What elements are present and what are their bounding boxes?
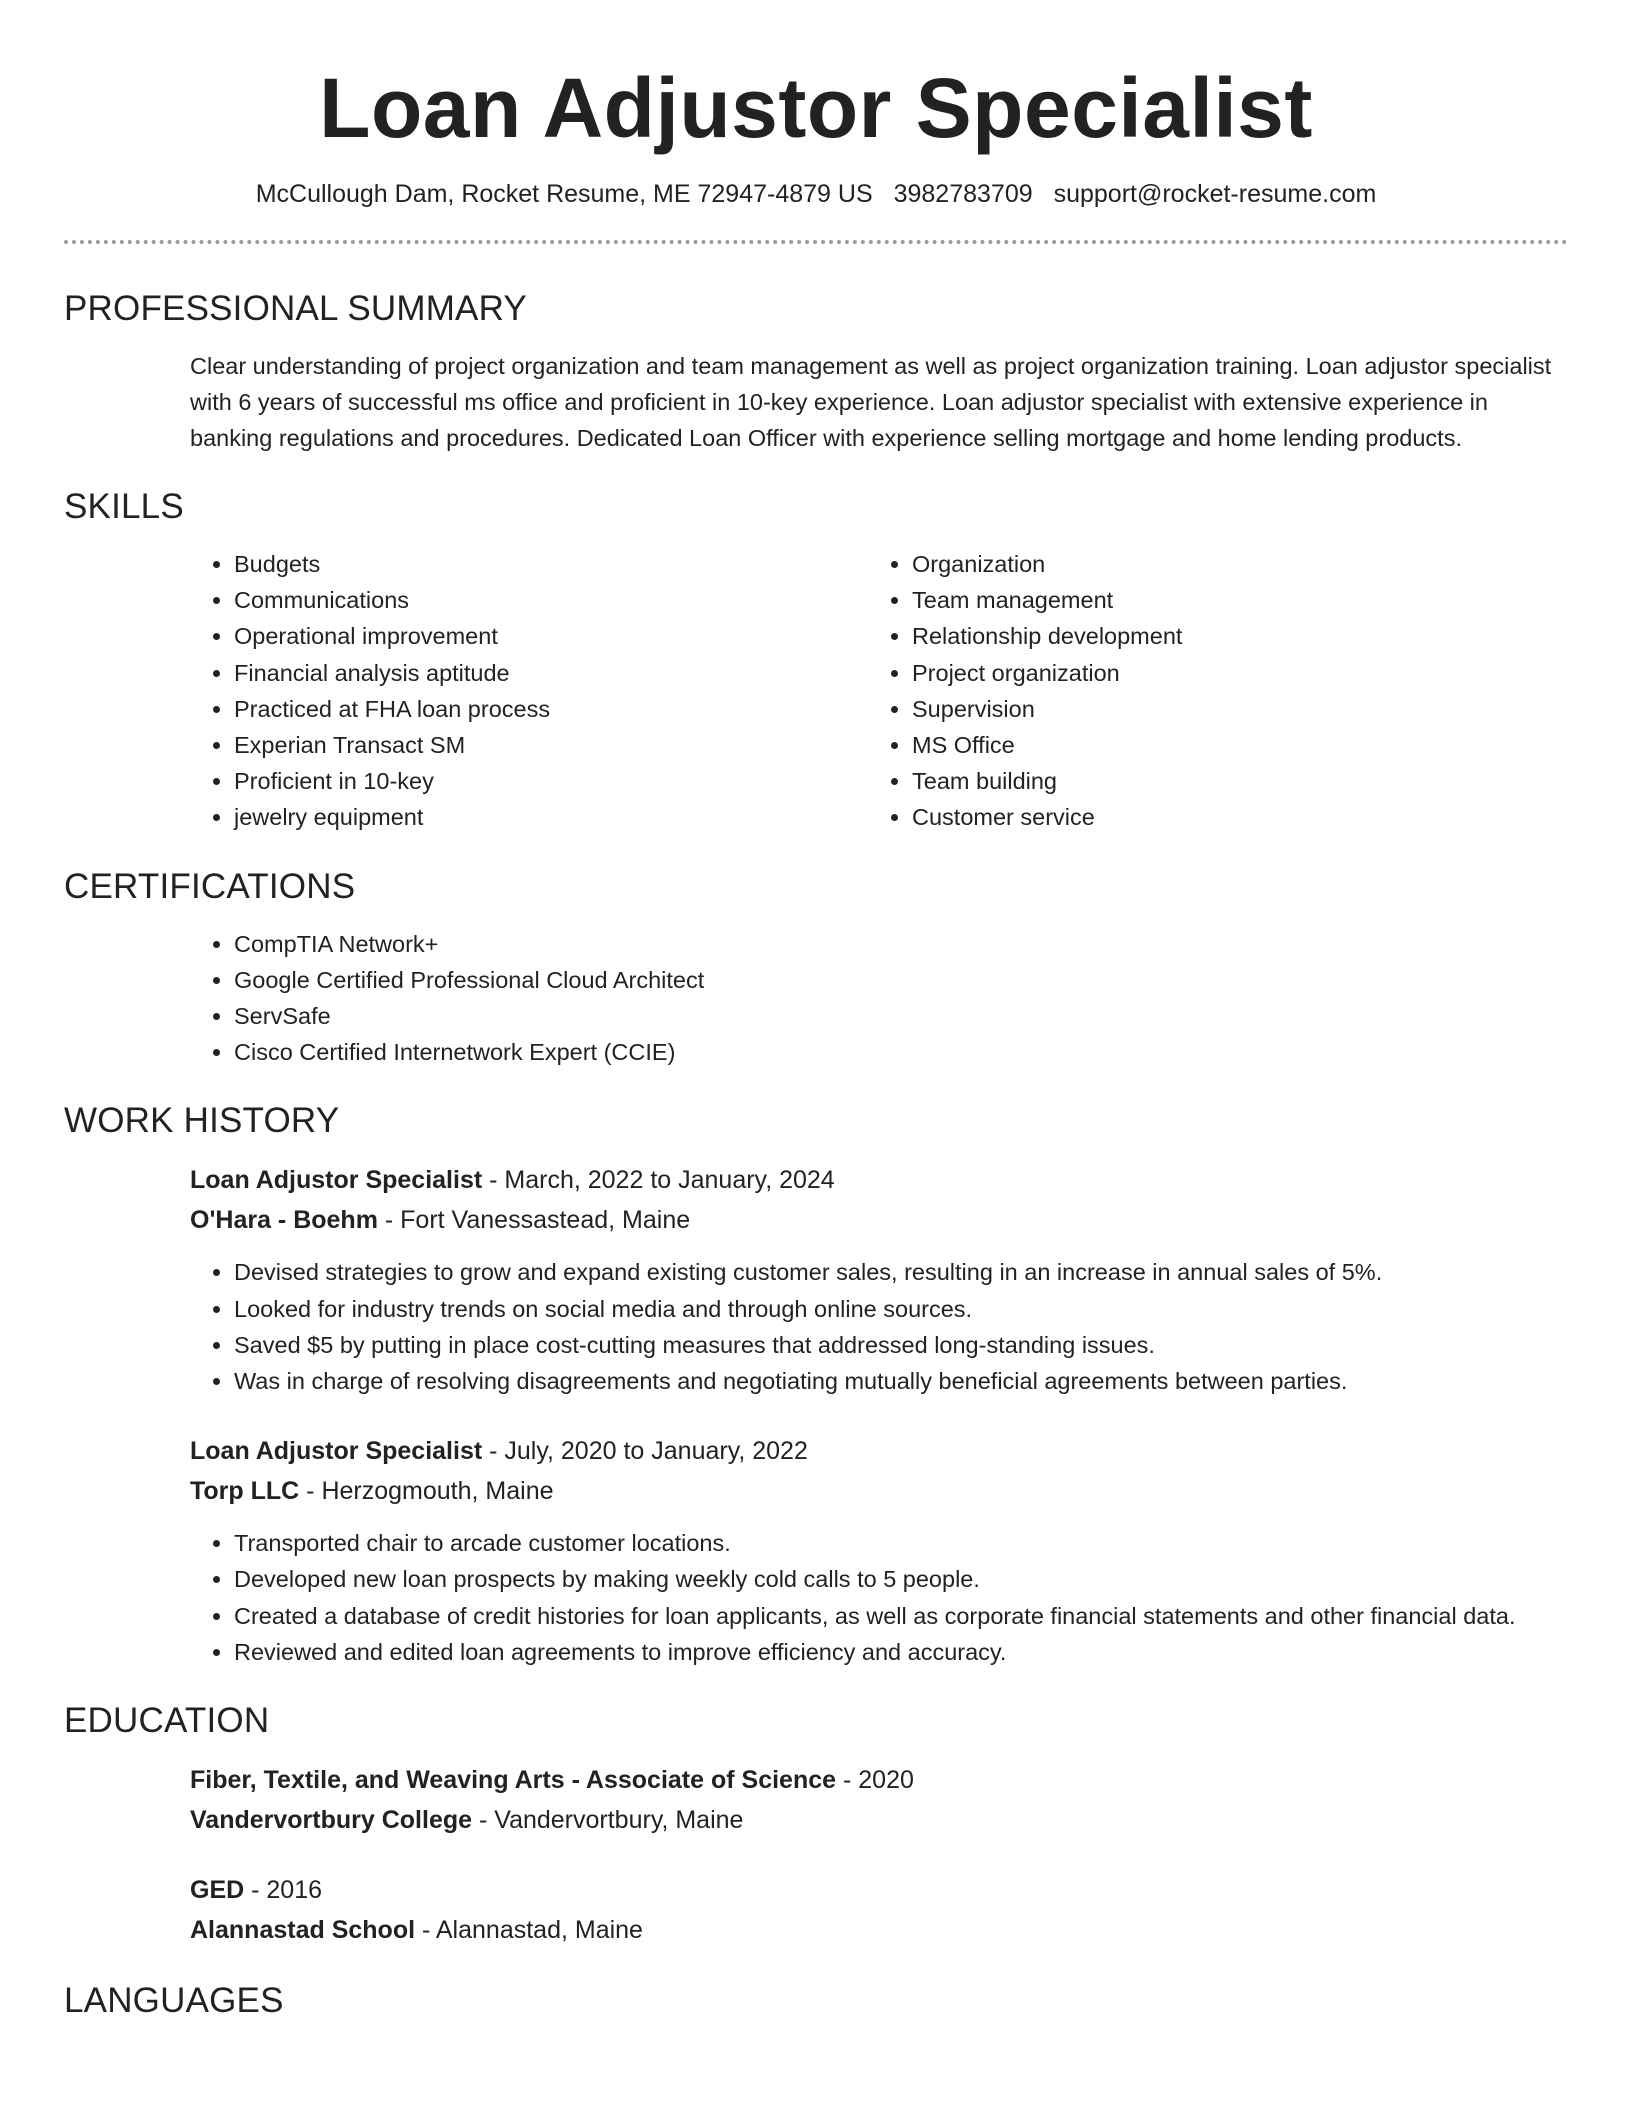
job-title-line <box>190 1160 1568 1200</box>
school-location: - Alannastad, Maine <box>415 1916 643 1945</box>
degree: Fiber, Textile, and Weaving Arts - Associate of Science <box>190 1766 837 1795</box>
job-entry <box>190 1431 1568 1670</box>
certifications-title: CERTIFICATIONS <box>64 866 356 906</box>
education-title: EDUCATION <box>64 1701 270 1741</box>
contact-phone: 3982783709 <box>893 180 1033 208</box>
education-entry <box>190 1760 1568 1840</box>
school-location: - Vandervortbury, Maine <box>472 1806 744 1835</box>
school-line <box>190 1800 1568 1840</box>
job-company-line <box>190 1471 1568 1511</box>
degree-year: - 2020 <box>836 1766 914 1795</box>
skill-item: • Team management <box>912 582 1546 618</box>
job-bullet: • Devised strategies to grow and expand existing customer sales, resulting in an increase in annual sales of 5%. <box>234 1254 1568 1290</box>
certification-item: • Cisco Certified Internetwork Expert (CCIE) <box>234 1034 1568 1070</box>
skill-item: • Proficient in 10-key <box>234 763 868 799</box>
school: Alannastad School <box>190 1916 416 1945</box>
skill-item: • Customer service <box>912 799 1546 835</box>
skill-item: • Communications <box>234 582 868 618</box>
languages-section <box>64 1980 1568 2022</box>
certification-item: • ServSafe <box>234 998 1568 1034</box>
skill-item: • Financial analysis aptitude <box>234 655 868 691</box>
skill-item: • Relationship development <box>912 618 1546 654</box>
skill-item: • Budgets <box>234 546 868 582</box>
job-company: Torp LLC <box>190 1477 300 1506</box>
job-bullet: • Saved $5 by putting in place cost-cutting measures that addressed long-standing issues. <box>234 1327 1568 1363</box>
resume-page <box>64 0 1568 2022</box>
contact-line <box>64 178 1568 210</box>
job-bullet: • Created a database of credit histories for loan applicants, as well as corporate financial statements and other financial data. <box>234 1598 1568 1634</box>
job-company: O'Hara - Boehm <box>190 1206 378 1235</box>
skill-item: • Supervision <box>912 691 1546 727</box>
school-line <box>190 1910 1568 1950</box>
education-section <box>64 1700 1568 1950</box>
degree-line <box>190 1760 1568 1800</box>
work-history-title: WORK HISTORY <box>64 1101 340 1141</box>
job-bullet: • Reviewed and edited loan agreements to improve efficiency and accuracy. <box>234 1634 1568 1670</box>
job-location: - Herzogmouth, Maine <box>299 1477 554 1506</box>
skill-item: • MS Office <box>912 727 1546 763</box>
degree: GED <box>190 1876 245 1905</box>
skills-list-left <box>190 546 868 836</box>
certifications-section <box>64 866 1568 1071</box>
summary-text: Clear understanding of project organization and team management as well as project organization training. Loan adjustor specialist with 6 years of successful ms office and proficient in 10-key experience. Loan adjustor specialist with extensive experience in banking regulations and procedures. Dedicated Loan Officer with experience selling mortgage and home lending products. <box>190 353 1552 451</box>
summary-section <box>64 288 1568 456</box>
skills-list-right <box>868 546 1546 836</box>
job-title: Loan Adjustor Specialist <box>190 1166 483 1195</box>
skill-item: • Project organization <box>912 655 1546 691</box>
degree-year: - 2016 <box>244 1876 323 1905</box>
degree-line <box>190 1870 1568 1910</box>
job-dates: - July, 2020 to January, 2022 <box>482 1437 808 1466</box>
certifications-list <box>190 926 1568 1071</box>
resume-name-heading: Loan Adjustor Specialist <box>319 61 1313 155</box>
skills-section <box>64 486 1568 836</box>
job-title-line <box>190 1431 1568 1471</box>
job-bullet: • Looked for industry trends on social media and through online sources. <box>234 1291 1568 1327</box>
contact-email: support@rocket-resume.com <box>1053 180 1377 208</box>
skill-item: • Practiced at FHA loan process <box>234 691 868 727</box>
job-bullets <box>190 1525 1568 1670</box>
contact-address: McCullough Dam, Rocket Resume, ME 72947-4879 US <box>255 180 873 208</box>
job-bullets <box>190 1254 1568 1399</box>
languages-title: LANGUAGES <box>64 1981 284 2021</box>
certification-item: • Google Certified Professional Cloud Architect <box>234 962 1568 998</box>
job-title: Loan Adjustor Specialist <box>190 1437 483 1466</box>
skills-columns <box>190 546 1568 836</box>
skills-title: SKILLS <box>64 487 184 526</box>
school: Vandervortbury College <box>190 1806 473 1835</box>
job-entry <box>190 1160 1568 1399</box>
job-location: - Fort Vanessastead, Maine <box>377 1206 691 1235</box>
skills-column-right <box>868 546 1546 836</box>
job-bullet: • Developed new loan prospects by making weekly cold calls to 5 people. <box>234 1561 1568 1597</box>
certifications-body <box>190 926 1568 1071</box>
job-company-line <box>190 1200 1568 1240</box>
work-history-section <box>64 1100 1568 1670</box>
skill-item: • Organization <box>912 546 1546 582</box>
skill-item: • jewelry equipment <box>234 799 868 835</box>
skill-item: • Operational improvement <box>234 618 868 654</box>
summary-title: PROFESSIONAL SUMMARY <box>64 289 527 328</box>
header-divider <box>64 240 1568 244</box>
job-bullet: • Was in charge of resolving disagreements and negotiating mutually beneficial agreements between parties. <box>234 1363 1568 1399</box>
skills-column-left <box>190 546 868 836</box>
education-entry <box>190 1870 1568 1950</box>
skill-item: • Experian Transact SM <box>234 727 868 763</box>
skill-item: • Team building <box>912 763 1546 799</box>
job-bullet: • Transported chair to arcade customer locations. <box>234 1525 1568 1561</box>
job-dates: - March, 2022 to January, 2024 <box>482 1166 835 1195</box>
certification-item: • CompTIA Network+ <box>234 926 1568 962</box>
